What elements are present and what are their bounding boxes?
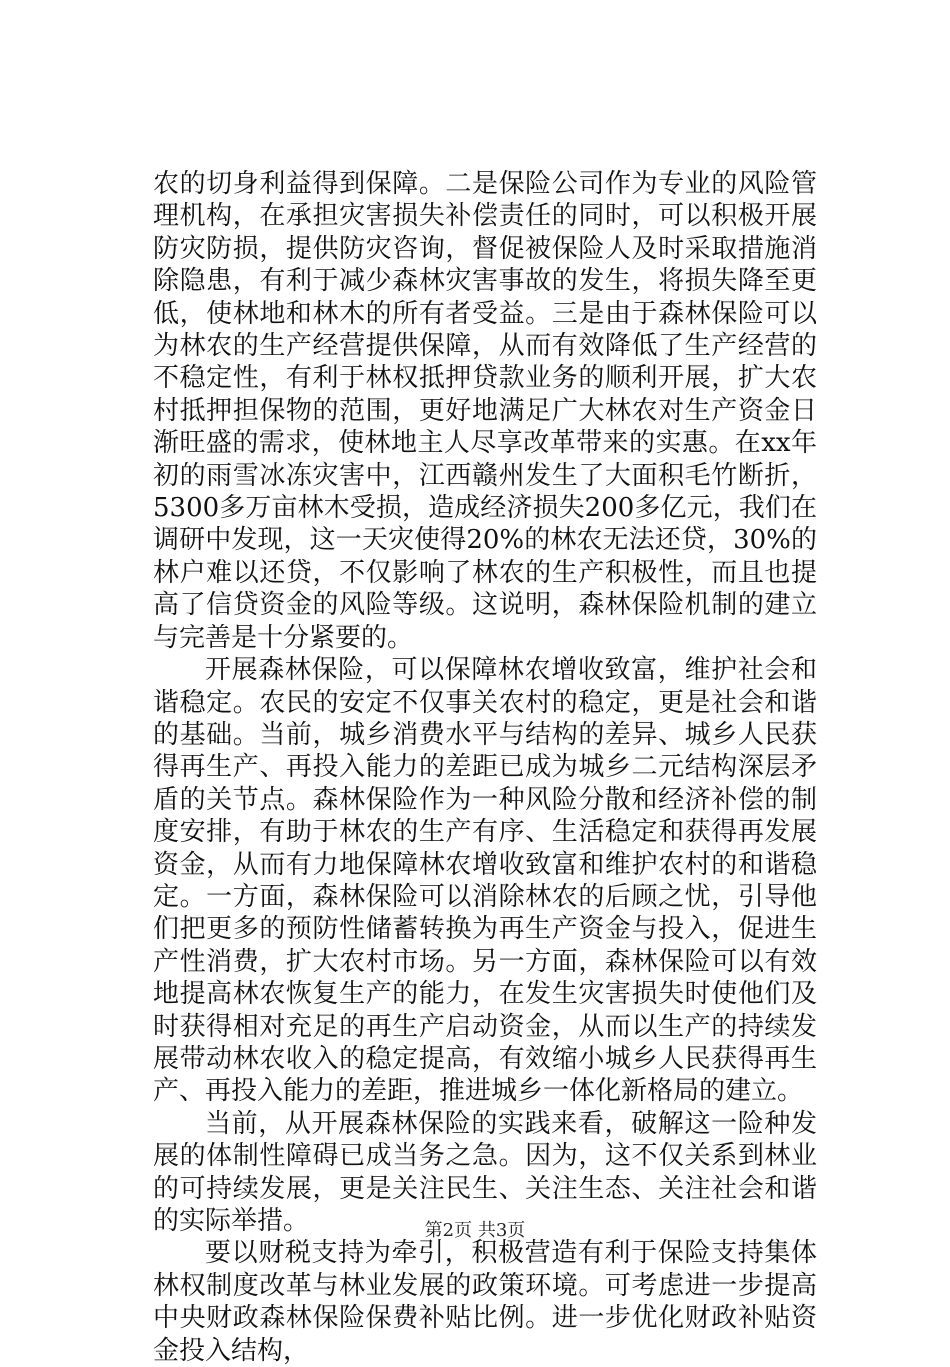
paragraph-fiscal-support: 要以财税支持为牵引，积极营造有利于保险支持集体林权制度改革与林业发展的政策环境。可考虑进一步提高中央财政森林保险保费补贴比例。进一步优化财政补贴资金投入结构， [153,1238,817,1366]
page-number-footer: 第2页 共3页 [424,1220,526,1241]
paragraph-current-practice: 当前，从开展森林保险的实践来看，破解这一险种发展的体制性障碍已成当务之急。因为，这不仅关系到林业的可持续发展，更是关注民生、关注生态、关注社会和谐的实际举措。 [153,1108,817,1236]
paragraph-continued: 农的切身利益得到保障。二是保险公司作为专业的风险管理机构，在承担灾害损失补偿责任的同时，可以积极开展防灾防损，提供防灾咨询，督促被保险人及时采取措施消除隐患，有利于减少森林灾害事故的发生，将损失降至更低，使林地和林木的所有者受益。三是由于森林保险可以为林农的生产经营提供保障，从而有效降低了生产经营的不稳定性，有利于林权抵押贷款业务的顺利开展，扩大农村抵押担保物的范围，更好地满足广大林农对生产资金日渐旺盛的需求，使林地主人尽享改革带来的实惠。在xx年初的雨雪冰冻灾害中，江西赣州发生了大面积毛竹断折，5300多万亩林木受损，造成经济损失200多亿元，我们在调研中发现，这一天灾使得20%的林农无法还贷，30%的林户难以还贷，不仅影响了林农的生产积极性，而且也提高了信贷资金的风险等级。这说明，森林保险机制的建立与完善是十分紧要的。 [153,169,817,653]
paragraph-forest-insurance-benefits: 开展森林保险，可以保障林农增收致富，维护社会和谐稳定。农民的安定不仅事关农村的稳定，更是社会和谐的基础。当前，城乡消费水平与结构的差异、城乡人民获得再生产、再投入能力的差距已成为城乡二元结构深层矛盾的关节点。森林保险作为一种风险分散和经济补偿的制度安排，有助于林农的生产有序、生活稳定和获得再发展资金，从而有力地保障林农增收致富和维护农村的和谐稳定。一方面，森林保险可以消除林农的后顾之忧，引导他们把更多的预防性储蓄转换为再生产资金与投入，促进生产性消费，扩大农村市场。另一方面，森林保险可以有效地提高林农恢复生产的能力，在发生灾害损失时使他们及时获得相对充足的再生产启动资金，从而以生产的持续发展带动林农收入的稳定提高，有效缩小城乡人民获得再生产、再投入能力的差距，推进城乡一体化新格局的建立。 [153,655,817,1107]
document-body [153,168,817,1367]
